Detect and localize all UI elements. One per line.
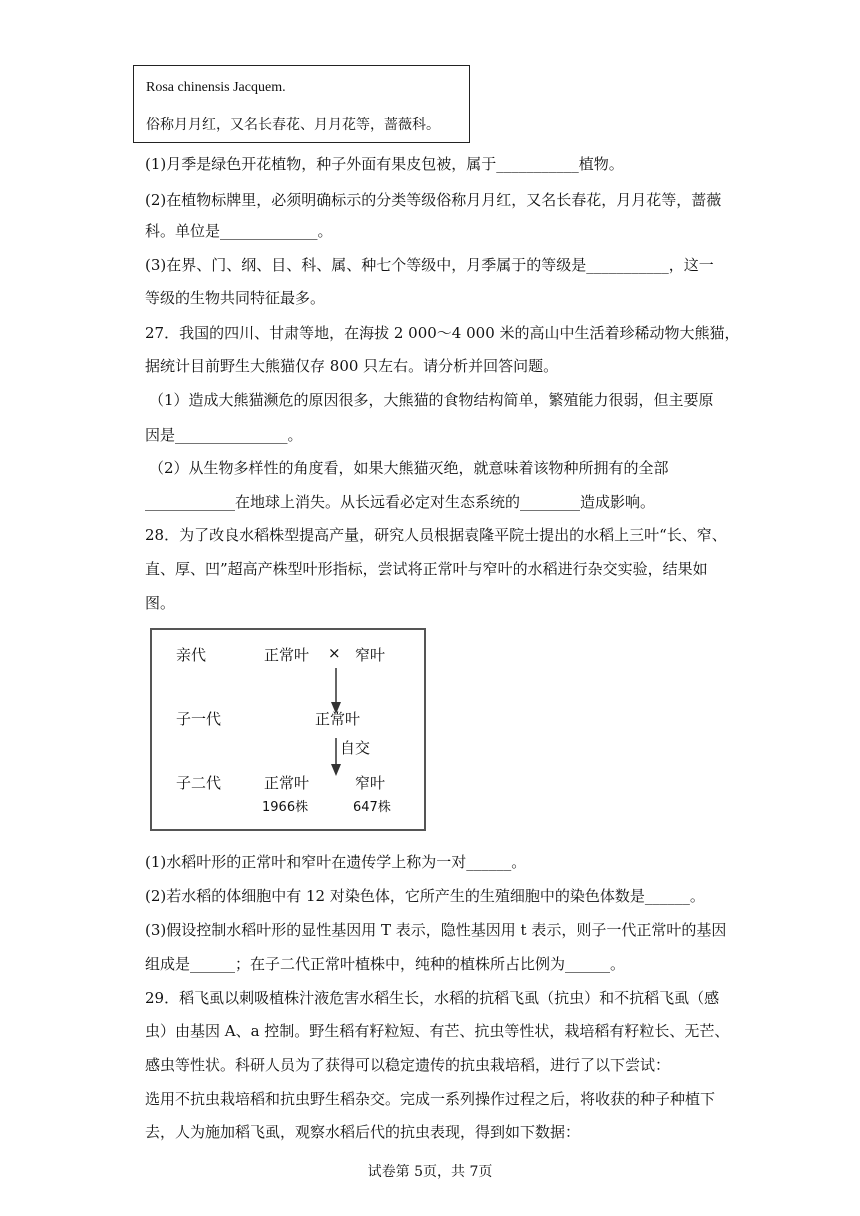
label-f2-generation: 子二代 bbox=[176, 774, 222, 792]
label-description: 俗称月月红，又名长春花、月月花等，蔷薇科。 bbox=[146, 117, 440, 133]
question-28-stem-cont: 直、厚、凹”超高产株型叶形指标，尝试将正常叶与窄叶的水稻进行杂交实验，结果如 bbox=[145, 560, 708, 578]
label-parent-generation: 亲代 bbox=[176, 646, 207, 664]
question-26-3: (3)在界、门、纲、目、科、属、种七个等级中，月季属于的等级是___________，这一 bbox=[145, 256, 714, 274]
question-27-1-cont: 因是_______________。 bbox=[145, 426, 303, 444]
plant-label-card bbox=[133, 65, 470, 143]
inheritance-diagram bbox=[150, 628, 426, 831]
f1-normal-leaf: 正常叶 bbox=[315, 710, 361, 728]
selfing-label: 自交 bbox=[340, 739, 371, 757]
question-27-stem: 27．我国的四川、甘肃等地，在海拔 2 000～4 000 米的高山中生活着珍稀动物大熊猫， bbox=[145, 324, 740, 342]
question-26-2: (2)在植物标牌里，必须明确标示的分类等级俗称月月红，又名长春花，月月花等，蔷薇 bbox=[145, 191, 722, 209]
question-27-1: （1）造成大熊猫濒危的原因很多，大熊猫的食物结构简单，繁殖能力很弱，但主要原 bbox=[149, 391, 714, 409]
question-27-2-cont: ____________在地球上消失。从长远看必定对生态系统的________造成影响。 bbox=[145, 493, 656, 511]
question-28-3: (3)假设控制水稻叶形的显性基因用 T 表示，隐性基因用 t 表示，则子一代正常叶的基因 bbox=[145, 921, 727, 939]
label-f1-generation: 子一代 bbox=[176, 710, 222, 728]
f2-narrow-leaf-count: 647株 bbox=[353, 800, 391, 815]
question-29-stem-3: 感虫等性状。科研人员为了获得可以稳定遗传的抗虫栽培稻，进行了以下尝试： bbox=[145, 1056, 671, 1074]
page-footer: 试卷第 5页，共 7页 bbox=[367, 1164, 493, 1180]
f2-narrow-leaf: 窄叶 bbox=[355, 774, 386, 792]
question-26-2-cont: 科。单位是_____________。 bbox=[145, 222, 333, 240]
parent-normal-leaf: 正常叶 bbox=[264, 646, 310, 664]
question-28-3-cont: 组成是______；在子二代正常叶植株中，纯种的植株所占比例为______。 bbox=[145, 955, 626, 973]
f2-normal-leaf-count: 1966株 bbox=[262, 800, 309, 815]
question-26-1: (1)月季是绿色开花植物，种子外面有果皮包被，属于___________植物。 bbox=[145, 155, 624, 173]
question-28-1: (1)水稻叶形的正常叶和窄叶在遗传学上称为一对______。 bbox=[145, 853, 527, 871]
question-28-stem: 28．为了改良水稻株型提高产量，研究人员根据袁隆平院士提出的水稻上三叶“长、窄、 bbox=[145, 526, 727, 544]
parent-narrow-leaf: 窄叶 bbox=[355, 646, 386, 664]
cross-symbol: × bbox=[328, 644, 341, 662]
question-28-2: (2)若水稻的体细胞中有 12 对染色体，它所产生的生殖细胞中的染色体数是______。 bbox=[145, 887, 705, 905]
latin-name: Rosa chinensis Jacquem. bbox=[146, 80, 286, 95]
question-29-stem-5: 去，人为施加稻飞虱，观察水稻后代的抗虫表现，得到如下数据： bbox=[145, 1123, 581, 1141]
question-26-3-cont: 等级的生物共同特征最多。 bbox=[145, 289, 326, 307]
f2-normal-leaf: 正常叶 bbox=[264, 774, 310, 792]
question-29-stem: 29．稻飞虱以刺吸植株汁液危害水稻生长，水稻的抗稻飞虱（抗虫）和不抗稻飞虱（感 bbox=[145, 989, 720, 1007]
question-27-stem-cont: 据统计目前野生大熊猫仅存 800 只左右。请分析并回答问题。 bbox=[145, 357, 559, 375]
question-29-stem-4: 选用不抗虫栽培稻和抗虫野生稻杂交。完成一系列操作过程之后，将收获的种子种植下 bbox=[145, 1090, 716, 1108]
question-28-stem-end: 图。 bbox=[145, 594, 176, 612]
question-29-stem-2: 虫）由基因 A、a 控制。野生稻有籽粒短、有芒、抗虫等性状，栽培稻有籽粒长、无芒、 bbox=[145, 1022, 730, 1040]
question-27-2: （2）从生物多样性的角度看，如果大熊猫灭绝，就意味着该物种所拥有的全部 bbox=[149, 459, 669, 477]
